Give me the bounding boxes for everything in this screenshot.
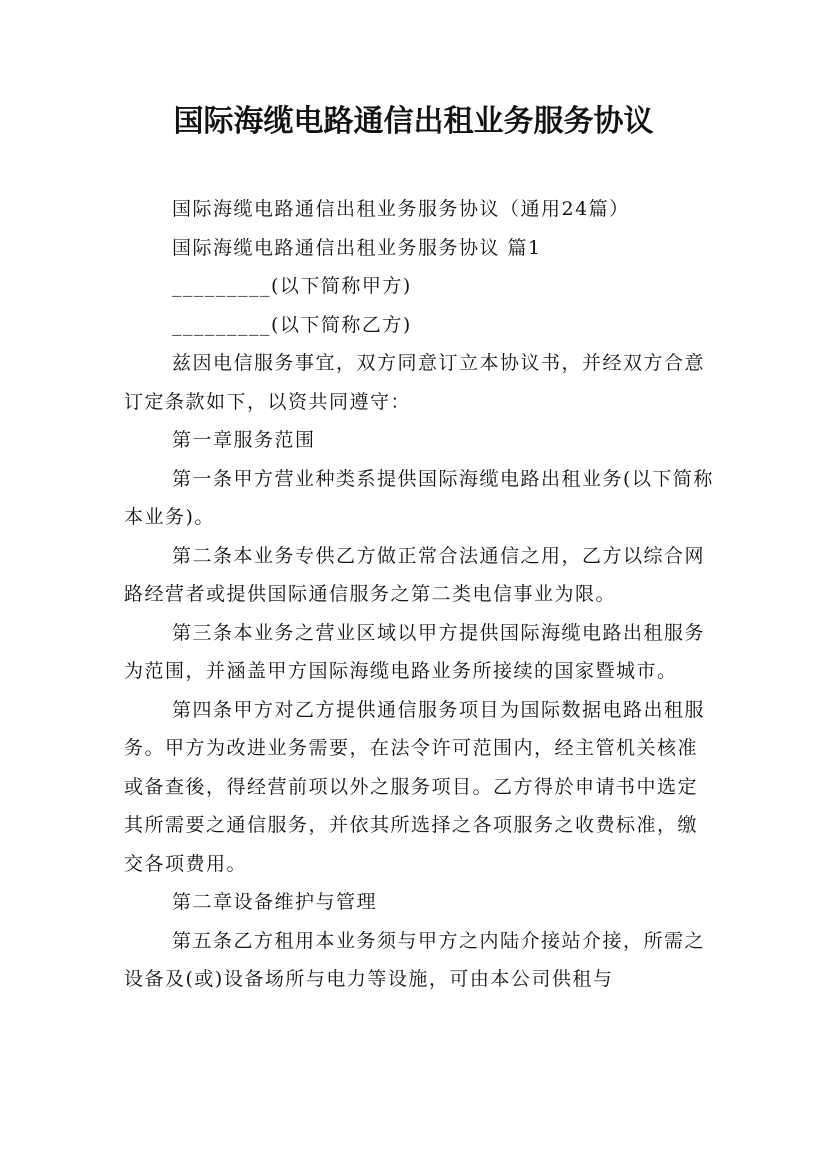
chapter-heading-1: 第一章服务范围: [172, 429, 316, 451]
paragraph-party-b: _________(以下简称乙方): [172, 313, 412, 336]
paragraph-party-a: _________(以下简称甲方): [172, 275, 412, 297]
paragraph-article-5: 第五条乙方租用本业务须与甲方之内陆介接站介接，所需之设备及(或)设备场所与电力等设施，可由本公司供租与: [124, 929, 706, 990]
document-body: [124, 190, 714, 999]
paragraph-article-1: 第一条甲方营业种类系提供国际海缆电路出租业务(以下简称本业务)。: [124, 467, 714, 528]
paragraph-collection-title: 国际海缆电路通信出租业务服务协议（通用24篇）: [172, 198, 630, 220]
paragraph-article-4: 第四条甲方对乙方提供通信服务项目为国际数据电路出租服务。甲方为改进业务需要，在法令许可范围内，经主管机关核准或备查後，得经营前项以外之服务项目。乙方得於申请书中选定其所需要之通信服务，并依其所选择之各项服务之收费标准，缴交各项费用。: [124, 698, 706, 875]
paragraph-article-title: 国际海缆电路通信出租业务服务协议 篇1: [172, 236, 542, 259]
document-title: 国际海缆电路通信出租业务服务协议: [173, 104, 654, 139]
paragraph-article-2: 第二条本业务专供乙方做正常合法通信之用，乙方以综合网路经营者或提供国际通信服务之第二类电信事业为限。: [124, 544, 706, 605]
chapter-heading-2: 第二章设备维护与管理: [172, 891, 378, 913]
paragraph-preamble: 兹因电信服务事宜，双方同意订立本协议书，并经双方合意订定条款如下，以资共同遵守：: [124, 352, 706, 413]
paragraph-article-3: 第三条本业务之营业区域以甲方提供国际海缆电路出租服务为范围，并涵盖甲方国际海缆电路业务所接续的国家暨城市。: [124, 621, 706, 682]
